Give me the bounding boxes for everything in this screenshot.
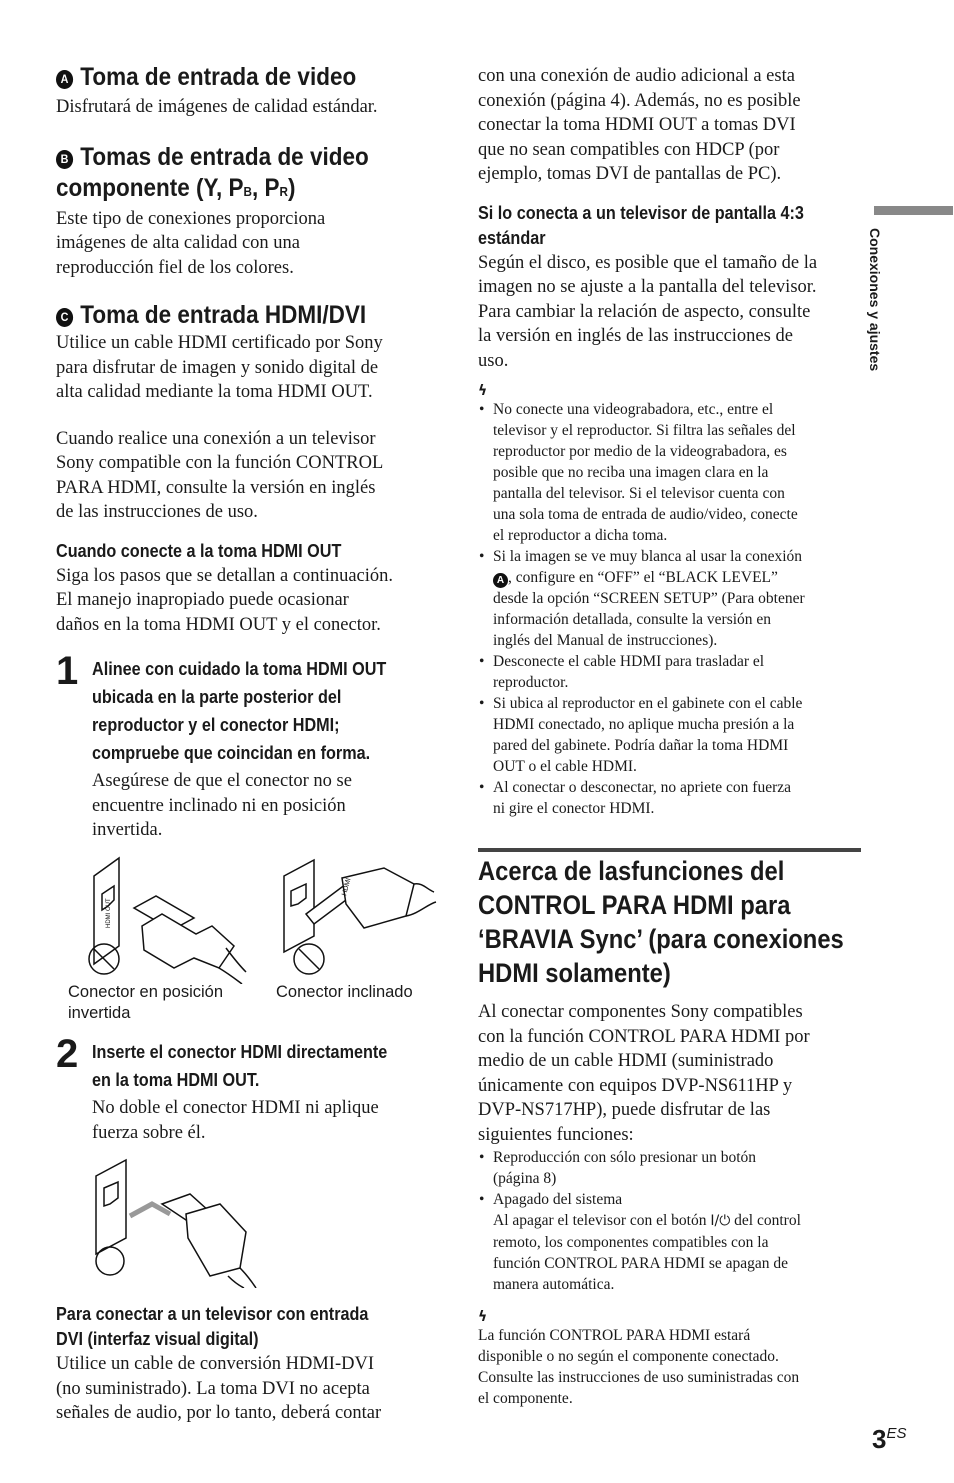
step-1-number: 1 — [56, 649, 79, 693]
section-c-text1: Utilice un cable HDMI certificado por Sony para disfrutar de imagen y sonido digital de alta calidad mediante la toma HDMI OUT. — [56, 333, 383, 402]
step-2-number: 2 — [56, 1032, 79, 1076]
note-icon: ϟ — [478, 1309, 488, 1325]
section-c-heading: C Toma de entrada HDMI/DVI — [56, 300, 403, 331]
section-b-heading-line2: componente (Y, PB, PR) — [56, 173, 296, 202]
notes-list — [478, 399, 862, 819]
caption-tilted: Conector inclinado — [276, 983, 413, 1001]
dvi-text: Utilice un cable de conversión HDMI-DVI (no suministrado). La toma DVI no acepta señales de audio, por lo tanto, deberá contar — [56, 1354, 382, 1423]
section-c-text2: Cuando realice una conexión a un televisor Sony compatible con la función CONTROL PARA HDMI, consulte la versión en inglés de las instrucciones de uso. — [56, 428, 384, 522]
bravia-section: Acerca de lasfunciones del CONTROL PARA HDMI para ‘BRAVIA Sync’ (para conexiones HDMI solamente) Al conectar componentes Sony compatibles con la función CONTROL PARA HDMI por medio de un cable HDMI (suministrado únicamente con equipos DVP-NS611HP y DVP-NS717HP), puede disfrutar de las siguientes funciones: • Reproducción con sólo presionar un botón (página 8) • Apagado del sistema Al apagar el televisor con el botón I/⏻ del control remoto, los componentes compatibles con la función CONTROL PARA HDMI se apagan de manera automática. ϟ La función CONTROL PARA HDMI estará disponible o no según el componente conectado. Consulte las instrucciones de uso suministradas con el componente. — [478, 854, 862, 1409]
final-note: La función CONTROL PARA HDMI estará disponible o no según el componente conectado. Consulte las instrucciones de uso suministradas con el componente. — [478, 1327, 800, 1407]
badge-b: B — [56, 150, 73, 169]
bravia-functions-list — [478, 1147, 862, 1295]
section-a-heading — [56, 62, 403, 93]
step-2-text: No doble el conector HDMI ni aplique fuerza sobre él. — [92, 1098, 379, 1143]
svg-text:HDMI: HDMI — [341, 877, 353, 897]
tv43-text: Según el disco, es posible que el tamaño de la imagen no se ajuste a la pantalla del televisor. Para cambiar la relación de aspecto, consulte la versión en inglés de las instrucciones de uso. — [478, 252, 818, 371]
power-button-icon: I/⏻ — [710, 1213, 731, 1229]
section-a-text: Disfrutará de imágenes de calidad estándar. — [56, 97, 378, 117]
badge-c: C — [56, 308, 73, 327]
sidebar-label: Conexiones y ajustes — [867, 228, 883, 372]
tv43-heading: Si lo conecta a un televisor de pantalla 4:3 estándar — [478, 202, 804, 248]
left-column — [56, 62, 441, 637]
badge-a: A — [56, 70, 73, 89]
note-item: • Si la imagen se ve muy blanca al usar la conexión A , configure en “OFF” el “BLACK LEVEL” desde la opción “SCREEN SETUP” (Para obtener información detallada, consulte la versión en inglés del Manual de instrucciones). — [478, 546, 862, 651]
hdmi-out-text: Siga los pasos que se detallan a continuación. El manejo inapropiado puede ocasionar daños en la toma HDMI OUT y el conector. — [56, 565, 394, 635]
note-item: • Al conectar o desconectar, no apriete con fuerza ni gire el conector HDMI. — [478, 777, 862, 819]
note-item: • Desconecte el cable HDMI para trasladar el reproductor. — [478, 651, 862, 693]
page-number: $3^{ES}$ — [872, 1424, 907, 1454]
dvi-continued: con una conexión de audio adicional a esta conexión (página 4). Además, no es posible conectar la toma HDMI OUT a tomas DVI que no sean compatibles con HDCP (por ejemplo, tomas DVI de pantallas de PC). — [478, 66, 801, 184]
badge-a-inline: A — [493, 573, 508, 588]
hdmi-insert-illustration — [90, 1158, 290, 1288]
dvi-section: Para conectar a un televisor con entrada DVI (interfaz visual digital) Utilice un cable de conversión HDMI-DVI (no suministrado). La toma DVI no acepta señales de audio, por lo tanto, deberá contar — [56, 1302, 446, 1426]
note-item: • No conecte una videograbadora, etc., entre el televisor y el reproductor. Si filtra las señales del reproductor por medio de la videograbadora, es posible que no reciba una imagen clara en la pantalla del televisor. Si el televisor cuenta con una sola toma de entrada de audio/video, conecte el reproductor a dicha toma. — [478, 399, 862, 546]
right-column — [478, 64, 862, 819]
hdmi-out-heading: Cuando conecte a la toma HDMI OUT — [56, 540, 342, 561]
section-b-text: Este tipo de conexiones proporciona imágenes de alta calidad con una reproducción fiel de los colores. — [56, 208, 326, 278]
section-b-heading: B Tomas de entrada de video — [56, 142, 403, 173]
caption-inverted: Conector en posición invertida — [68, 983, 224, 1022]
note-item: • Si ubica al reproductor en el gabinete con el cable HDMI conectado, no aplique mucha presión a la pared del gabinete. Podría dañar la toma HDMI OUT o el cable HDMI. — [478, 693, 862, 777]
svg-text:HDMI OUT: HDMI OUT — [106, 898, 112, 928]
step-1-text: Asegúrese de que el conector no se encuentre inclinado ni en posición invertida. — [92, 771, 352, 840]
section-a-title: Toma de entrada de video — [80, 63, 357, 91]
note-icon: ϟ — [478, 383, 488, 399]
hdmi-misalignment-illustration — [84, 856, 444, 984]
section-divider — [478, 848, 861, 852]
function-item: • Reproducción con sólo presionar un botón (página 8) — [478, 1147, 862, 1189]
sidebar-tab-marker — [874, 206, 953, 215]
bravia-text: Al conectar componentes Sony compatibles con la función CONTROL PARA HDMI por medio de un cable HDMI (suministrado únicamente con equipos DVP-NS611HP y DVP-NS717HP), puede disfrutar de las siguientes funciones: — [478, 1002, 810, 1145]
function-item: • Apagado del sistema Al apagar el televisor con el botón I/⏻ del control remoto, los componentes compatibles con la función CONTROL PARA HDMI se apagan de manera automática. — [478, 1189, 862, 1295]
